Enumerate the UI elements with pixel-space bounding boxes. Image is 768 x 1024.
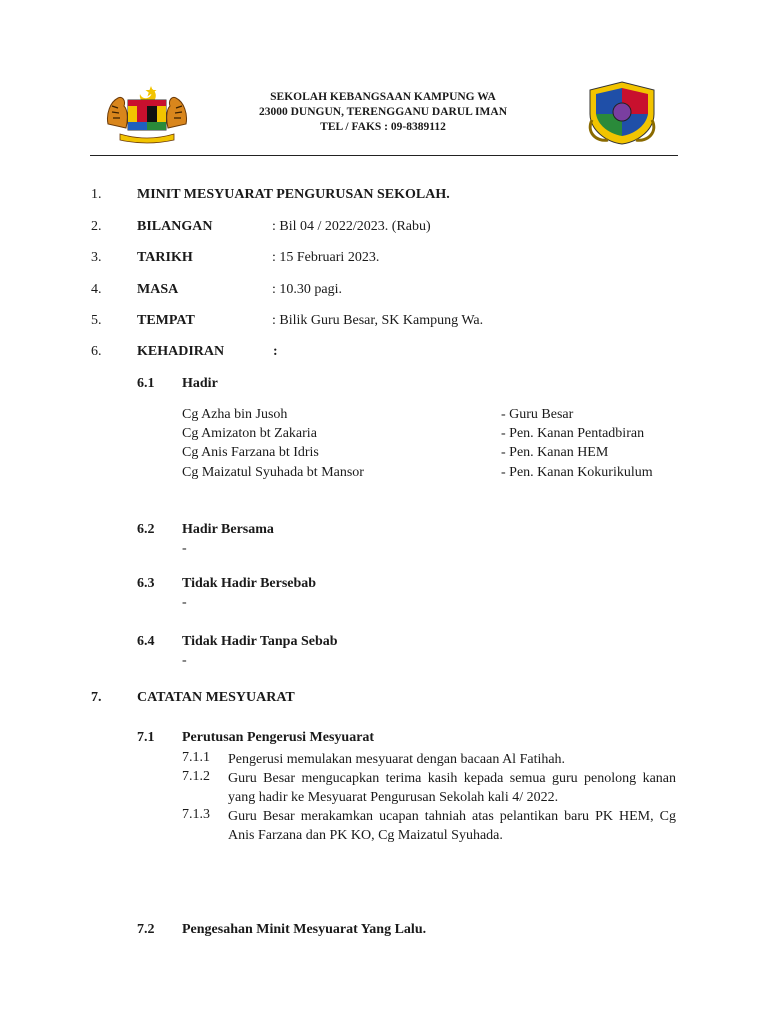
attendee-name: Cg Anis Farzana bt Idris	[182, 445, 319, 460]
attendee-name: Cg Azha bin Jusoh	[182, 407, 288, 422]
masa-label: MASA	[137, 282, 179, 297]
attendee-role: - Pen. Kanan Pentadbiran	[501, 426, 645, 441]
item-5-number: 5.	[91, 313, 102, 328]
masa-value: : 10.30 pagi.	[272, 282, 342, 297]
bilangan-value: : Bil 04 / 2022/2023. (Rabu)	[272, 219, 431, 234]
item-3-number: 3.	[91, 250, 102, 265]
header-divider	[90, 155, 678, 156]
item-2-number: 2.	[91, 219, 102, 234]
tidak-hadir-tanpa-sebab-value: -	[182, 653, 187, 668]
bilangan-label: BILANGAN	[137, 219, 213, 234]
item-6-number: 6.	[91, 344, 102, 359]
tidak-hadir-bersebab-label: Tidak Hadir Bersebab	[182, 576, 317, 591]
tarikh-label: TARIKH	[137, 250, 193, 265]
tidak-hadir-tanpa-sebab-number: 6.4	[137, 634, 155, 649]
point-7-1-3-number: 7.1.3	[182, 807, 210, 822]
point-7-1-1-number: 7.1.1	[182, 750, 210, 765]
tidak-hadir-tanpa-sebab-label: Tidak Hadir Tanpa Sebab	[182, 634, 338, 649]
section-7-1-number: 7.1	[137, 730, 155, 745]
hadir-bersama-label: Hadir Bersama	[182, 522, 274, 537]
hadir-label: Hadir	[182, 376, 218, 391]
tarikh-value: : 15 Februari 2023.	[272, 250, 380, 265]
attendee-role: - Pen. Kanan Kokurikulum	[501, 465, 653, 480]
coat-of-arms-logo	[104, 84, 190, 146]
document-title: MINIT MESYUARAT PENGURUSAN SEKOLAH.	[137, 187, 450, 202]
tempat-value: : Bilik Guru Besar, SK Kampung Wa.	[272, 313, 484, 328]
hadir-bersama-number: 6.2	[137, 522, 155, 537]
kehadiran-colon: :	[273, 344, 278, 359]
attendee-name: Cg Maizatul Syuhada bt Mansor	[182, 465, 364, 480]
kehadiran-label: KEHADIRAN	[137, 344, 225, 359]
tempat-label: TEMPAT	[137, 313, 195, 328]
school-address: 23000 DUNGUN, TERENGGANU DARUL IMAN	[258, 106, 507, 118]
point-7-1-2-text: Guru Besar mengucapkan terima kasih kepada semua guru penolong kanan yang hadir ke Mesyuarat Pengurusan Sekolah kali 4/ 2022.	[228, 771, 676, 805]
item-7-number: 7.	[91, 690, 102, 705]
point-7-1-1-text: Pengerusi memulakan mesyuarat dengan bacaan Al Fatihah.	[228, 752, 566, 767]
item-1-number: 1.	[91, 187, 102, 202]
tidak-hadir-bersebab-number: 6.3	[137, 576, 155, 591]
section-7-2-number: 7.2	[137, 922, 155, 937]
item-4-number: 4.	[91, 282, 102, 297]
hadir-number: 6.1	[137, 376, 155, 391]
catatan-label: CATATAN MESYUARAT	[137, 690, 295, 705]
attendee-role: - Pen. Kanan HEM	[501, 445, 609, 460]
school-phone: TEL / FAKS : 09-8389112	[320, 121, 446, 133]
attendee-role: - Guru Besar	[501, 407, 574, 422]
attendee-name: Cg Amizaton bt Zakaria	[182, 426, 317, 441]
point-7-1-3-text: Guru Besar merakamkan ucapan tahniah atas pelantikan baru PK HEM, Cg Anis Farzana dan PK KO, Cg Maizatul Syuhada.	[228, 809, 676, 843]
point-7-1-2-number: 7.1.2	[182, 769, 210, 784]
section-7-2-label: Pengesahan Minit Mesyuarat Yang Lalu.	[182, 922, 427, 937]
section-7-1-label: Perutusan Pengerusi Mesyuarat	[182, 730, 375, 745]
school-crest-logo	[584, 80, 660, 146]
school-name: SEKOLAH KEBANGSAAN KAMPUNG WA	[270, 91, 496, 103]
tidak-hadir-bersebab-value: -	[182, 595, 187, 610]
hadir-bersama-value: -	[182, 541, 187, 556]
